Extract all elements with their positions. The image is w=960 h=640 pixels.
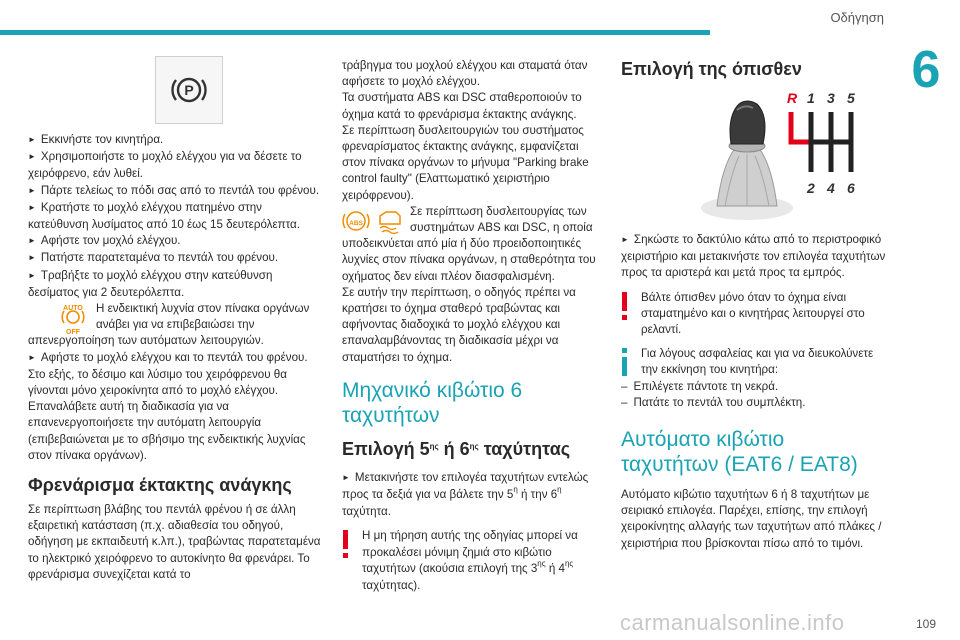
list-item: ► Τραβήξτε το μοχλό ελέγχου στην κατεύθυνση δεσίματος για 2 δευτερόλεπτα. bbox=[28, 268, 324, 301]
emergency-text: Σε περίπτωση βλάβης του πεντάλ φρένου ή σε άλλη εξαιρετική κατάσταση (π.χ. αδιαθεσία του οδηγού, οδήγηση με εκπαιδευτή κ.λπ.), τραβώντας παρατεταμένα το ηλεκτρικό χειρόφρενο το αυτοκίνητο θα φρενάρει. Το φρενάρισμα συνεχίζεται κατά το bbox=[28, 503, 321, 581]
paragraph: τράβηγμα του μοχλού ελέγχου και σταματά όταν αφήσετε το μοχλό ελέγχου. bbox=[342, 59, 588, 89]
gear-shift-illustration bbox=[621, 86, 887, 226]
info-item: – Επιλέγετε πάντοτε τη νεκρά. bbox=[621, 379, 887, 395]
paragraph: Τα συστήματα ABS και DSC σταθεροποιούν το όχημα κατά το φρενάρισμα έκτακτης ανάγκης. bbox=[342, 91, 582, 121]
column-left bbox=[28, 132, 324, 583]
gear-label-2: 2 bbox=[807, 180, 815, 196]
auto-off-text: Η ενδεικτική λυχνία στον πίνακα οργάνων ανάβει για να επιβεβαιώσει την απενεργοποίηση των αυτόματων λειτουργιών. bbox=[28, 302, 310, 348]
info-icon bbox=[619, 348, 631, 378]
reverse-heading: Επιλογή της όπισθεν bbox=[621, 59, 802, 79]
gear-label-4: 4 bbox=[827, 180, 835, 196]
list-item: ► Αφήστε τον μοχλό ελέγχου. bbox=[28, 233, 324, 250]
paragraph: Σε περίπτωση δυσλειτουργίας των συστημάτων ABS και DSC, η οποία υποδεικνύεται από μία ή δύο προειδοποιητικές λυχνίες στον πίνακα οργάνων, η σταθερότητα του οχήματος δεν είναι πλέον διασφαλισμένη. bbox=[342, 204, 596, 283]
gear-label-r: R bbox=[787, 90, 798, 106]
paragraph: Σε αυτήν την περίπτωση, ο οδηγός πρέπει να κρατήσει το όχημα σταθερό τραβώντας και αφήνοντας διαδοχικά το μοχλό ελέγχου και επαναλαμβάνοντας τη διαδικασία μέχρι να σταματήσει το όχημα. bbox=[342, 285, 576, 364]
warning-text: Βάλτε όπισθεν μόνο όταν το όχημα είναι σταματημένο και ο κινητήρας λειτουργεί στο ρελαντί. bbox=[641, 290, 865, 337]
watermark: carmanualsonline.info bbox=[620, 610, 845, 635]
warning-note bbox=[342, 528, 604, 594]
shift-pattern bbox=[787, 90, 867, 200]
gear-label-5: 5 bbox=[847, 90, 855, 106]
list-item: ► Πατήστε παρατεταμένα το πεντάλ του φρένου. bbox=[28, 250, 324, 267]
reverse-instruction: ► Σηκώστε το δακτύλιο κάτω από το περιστροφικό χειριστήριο και μετακινήστε τον επιλογέα ταχυτήτων προς τα αριστερά και μετά προς τα εμπρός. bbox=[621, 232, 887, 282]
svg-text:P: P bbox=[184, 82, 194, 98]
warning-icon bbox=[619, 292, 631, 322]
auto-gearbox-text: Αυτόματο κιβώτιο ταχυτήτων 6 ή 8 ταχυτήτων με σειριακό επιλογέα. Παρέχει, επίσης, την επιλογή χειροκίνητης αλλαγής των ταχυτήτων από πλάκες / χειριστήρια που βρίσκονται πίσω από το τιμόνι. bbox=[621, 488, 882, 550]
abs-warning-icon bbox=[342, 206, 404, 236]
gear-label-3: 3 bbox=[827, 90, 835, 106]
column-right bbox=[621, 58, 887, 552]
auto-off-paragraph bbox=[28, 301, 324, 350]
list-item: ► Πάρτε τελείως το πόδι σας από το πεντάλ του φρένου. bbox=[28, 183, 324, 200]
info-item: – Πατάτε το πεντάλ του συμπλέκτη. bbox=[621, 395, 887, 411]
column-middle bbox=[342, 58, 604, 600]
paragraph: Σε περίπτωση δυσλειτουργιών του συστήματος φρεναρίσματος έκτακτης ανάγκης, εμφανίζεται στον πίνακα οργάνων το μήνυμα "Parking brake control faulty" (Ελαττωματικό χειριστήριο χειρόφρενου). bbox=[342, 123, 589, 202]
after-text: Στο εξής, το δέσιμο και λύσιμο του χειρόφρενου θα γίνονται μόνο χειροκίνητα από το μοχλό ελέγχου. Επαναλάβετε αυτή τη διαδικασία για να επανενεργοποιήσετε την αυτόματη λειτουργία (επιβεβαιώνεται με το σβήσιμο της ενδεικτικής λυχνίας στον πίνακα οργάνων). bbox=[28, 367, 306, 462]
list-item: ► Χρησιμοποιήστε το μοχλό ελέγχου για να δέσετε το χειρόφρενο, εάν λυθεί. bbox=[28, 149, 324, 182]
list-item: ► Κρατήστε το μοχλό ελέγχου πατημένο στην κατεύθυνση λυσίματος από 10 έως 15 δευτερόλεπτα. bbox=[28, 200, 324, 233]
header-accent-bar bbox=[0, 30, 710, 35]
shift-gate-icon bbox=[787, 108, 867, 178]
abs-icon-label: ABS bbox=[349, 219, 363, 227]
gear56-heading: Επιλογή $5^{\eta\varsigma}$ ή $6^{\eta\varsigma}$ ταχύτητας bbox=[342, 438, 571, 459]
gear-label-6: 6 bbox=[847, 180, 855, 196]
info-note bbox=[621, 346, 887, 411]
auto-icon-label-bottom: OFF bbox=[66, 329, 80, 337]
manual-gearbox-heading: Μηχανικό κιβώτιο 6 ταχυτήτων bbox=[342, 378, 523, 427]
gear56-instruction: ► Μετακινήστε τον επιλογέα ταχυτήτων εντελώς προς τα δεξιά για να βάλετε την $5^\eta$ ή την $6^\eta$ ταχύτητα. bbox=[342, 470, 604, 521]
section-title: Οδήγηση bbox=[830, 10, 884, 25]
emergency-heading: Φρενάρισμα έκτακτης ανάγκης bbox=[28, 475, 292, 496]
auto-icon-label-top: AUTO bbox=[63, 305, 83, 313]
parking-brake-icon bbox=[168, 69, 210, 111]
abs-paragraph bbox=[342, 204, 604, 285]
auto-off-icon bbox=[58, 303, 88, 337]
parking-brake-icon-box bbox=[155, 56, 223, 124]
warning-text: Η μη τήρηση αυτής της οδηγίας μπορεί να προκαλέσει μόνιμη ζημιά στο κιβώτιο ταχυτήτων (ακούσια επιλογή της $3^{\eta\varsigma}$ ή $4^{\eta\varsigma}$ ταχύτητας). bbox=[362, 529, 578, 593]
gear-label-1: 1 bbox=[807, 90, 815, 106]
chapter-number: 6 bbox=[911, 41, 941, 99]
info-text: Για λόγους ασφαλείας και για να διευκολύνετε την εκκίνηση του κινητήρα: bbox=[641, 347, 874, 377]
list-item: ► Εκκινήστε τον κινητήρα. bbox=[28, 132, 324, 149]
auto-gearbox-heading: Αυτόματο κιβώτιο ταχυτήτων (EAT6 / EAT8) bbox=[621, 428, 858, 477]
warning-note-reverse bbox=[621, 290, 887, 339]
page-number: 109 bbox=[915, 617, 936, 631]
list-item: ► Αφήστε το μοχλό ελέγχου και το πεντάλ του φρένου. bbox=[28, 350, 324, 367]
warning-icon bbox=[340, 530, 352, 560]
